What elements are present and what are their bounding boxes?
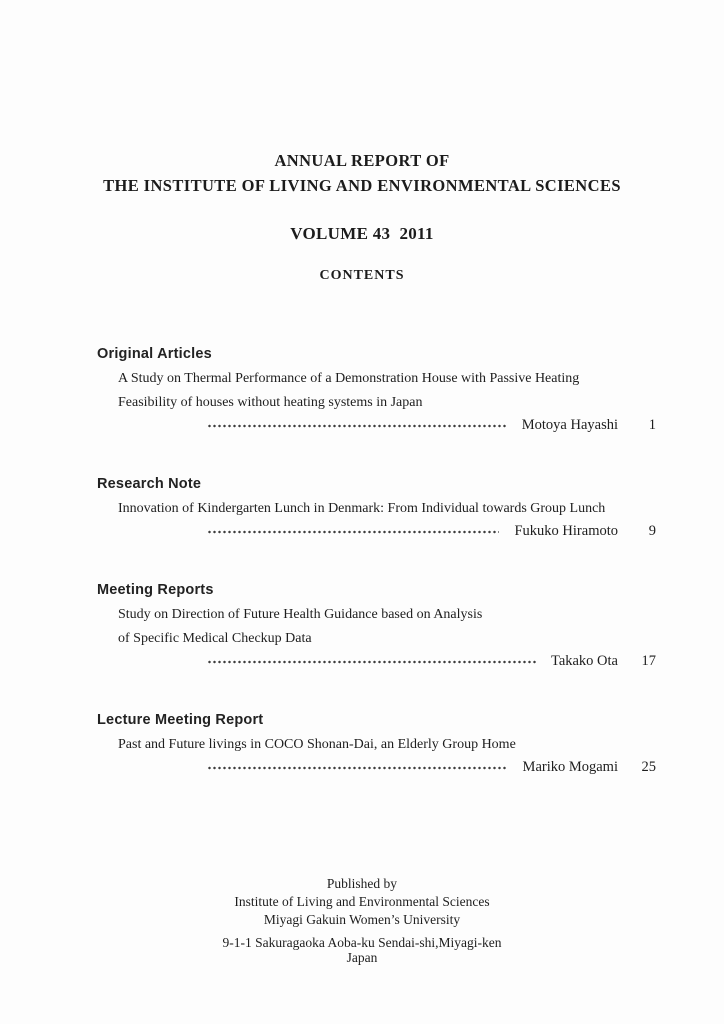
published-by: Published by <box>326 876 398 891</box>
toc-section-lecture-meeting-report <box>0 712 724 776</box>
article-title-line: of Specific Medical Checkup Data <box>118 631 312 646</box>
report-title <box>0 148 724 198</box>
section-heading: Research Note <box>97 476 202 492</box>
publisher-block <box>0 875 724 965</box>
dot-leader <box>207 762 508 774</box>
publisher-institute: Institute of Living and Environmental Sciences <box>234 894 490 909</box>
article-title-line: A Study on Thermal Performance of a Demonstration House with Passive Heating <box>118 371 580 386</box>
publisher-country: Japan <box>346 950 378 965</box>
page-number: 25 <box>641 759 656 775</box>
publisher-address: 9-1-1 Sakuragaoka Aoba-ku Sendai-shi,Miyagi-ken <box>222 935 502 950</box>
section-heading: Meeting Reports <box>97 582 214 598</box>
author-name: Motoya Hayashi <box>521 417 618 433</box>
toc-leader-row <box>207 759 656 776</box>
publisher-university: Miyagi Gakuin Women’s University <box>263 912 461 927</box>
section-heading: Lecture Meeting Report <box>97 712 264 728</box>
page-number: 1 <box>648 417 656 433</box>
article-title-line: Innovation of Kindergarten Lunch in Denmark: From Individual towards Group Lunch <box>118 501 606 516</box>
section-heading: Original Articles <box>97 346 212 362</box>
author-name: Takako Ota <box>550 653 618 669</box>
report-title-line1: ANNUAL REPORT OF <box>274 151 450 170</box>
table-of-contents <box>0 346 724 776</box>
toc-leader-row <box>207 417 656 434</box>
report-title-line2: THE INSTITUTE OF LIVING AND ENVIRONMENTAL SCIENCES <box>103 176 621 195</box>
page-number: 17 <box>641 653 656 669</box>
toc-section-research-note <box>0 476 724 540</box>
volume-line: VOLUME 43 2011 <box>290 224 434 243</box>
toc-leader-row <box>207 523 656 540</box>
article-title-line: Study on Direction of Future Health Guidance based on Analysis <box>118 607 483 622</box>
dot-leader <box>207 420 507 432</box>
dot-leader <box>207 526 499 538</box>
author-name: Mariko Mogami <box>522 759 618 775</box>
page-number: 9 <box>648 523 656 539</box>
article-title-line: Feasibility of houses without heating systems in Japan <box>118 395 423 410</box>
dot-leader <box>207 656 536 668</box>
toc-section-original-articles <box>0 346 724 434</box>
article-title-line: Past and Future livings in COCO Shonan-Dai, an Elderly Group Home <box>118 737 516 752</box>
toc-leader-row <box>207 653 656 670</box>
contents-heading: CONTENTS <box>319 268 405 283</box>
author-name: Fukuko Hiramoto <box>514 523 618 539</box>
toc-section-meeting-reports <box>0 582 724 670</box>
